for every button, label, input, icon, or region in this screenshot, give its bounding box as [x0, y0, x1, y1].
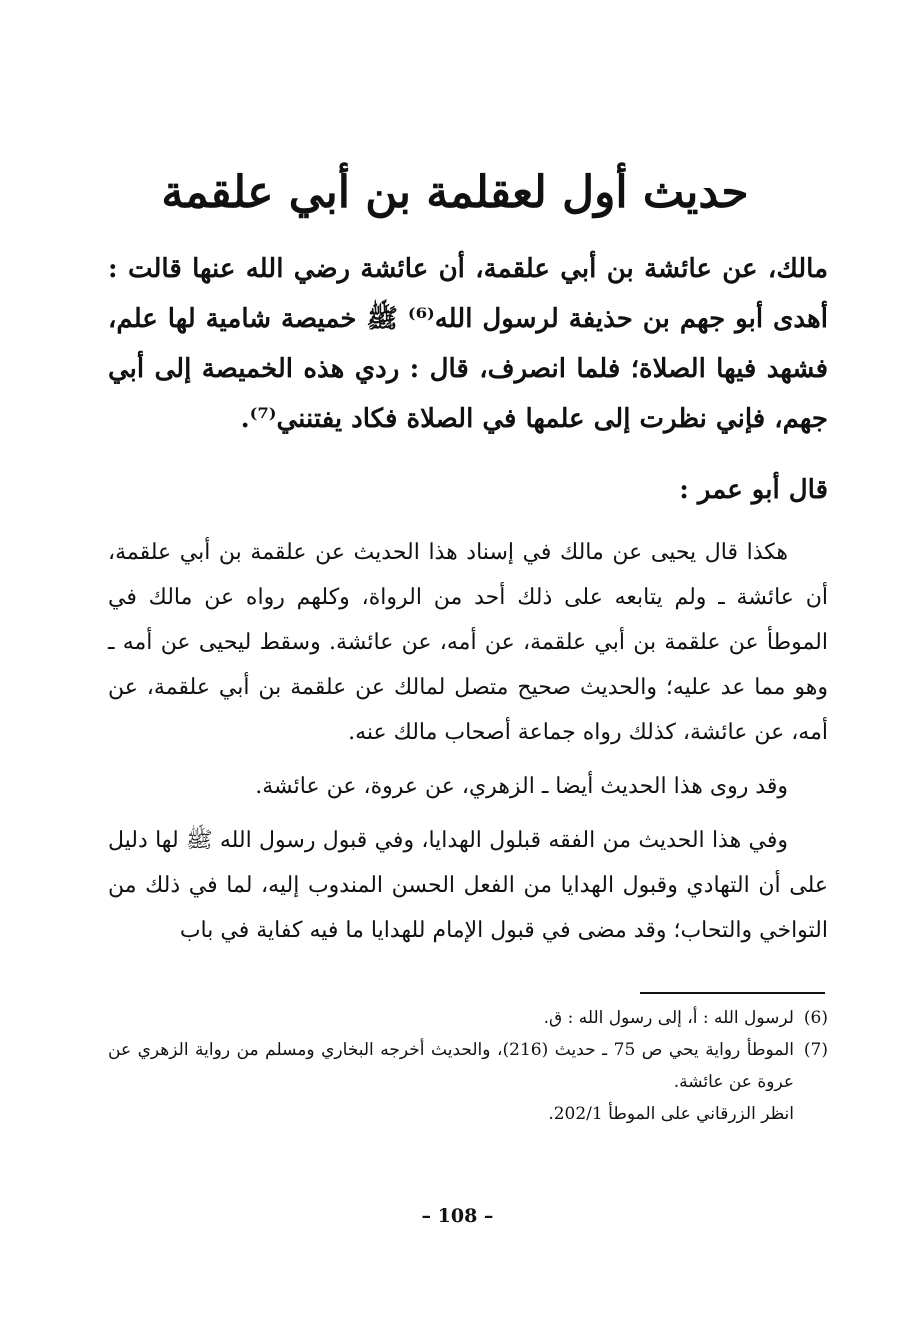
footnote-divider: [640, 992, 825, 994]
commentary-paragraph: وقد روى هذا الحديث أيضا ـ الزهري، عن عروة، عن عائشة.: [255, 774, 788, 799]
footnotes: [108, 1002, 828, 1130]
page-number: – 108 –: [421, 1205, 494, 1227]
footnote-number: (6): [803, 1008, 828, 1028]
speaker-heading: قال أبو عمر :: [679, 475, 828, 505]
hadith-text: مالك، عن عائشة بن أبي علقمة، أن عائشة رضي الله عنها قالت : أهدى أبو جهم بن حذيفة لرسول الله⁽⁶⁾ ﷺ خميصة شامية لها علم، فشهد فيها الصلاة؛ فلما انصرف، قال : ردي هذه الخميصة إلى أبي جهم، فإني نظرت إلى علمها في الصلاة فكاد يفتنني⁽⁷⁾.: [108, 254, 828, 434]
commentary: [108, 530, 828, 962]
commentary-paragraph: هكذا قال يحيى عن مالك في إسناد هذا الحديث عن علقمة بن أبي علقمة، أن عائشة ـ ولم يتابعه على ذلك أحد من الرواة، وكلهم رواه عن مالك في الموطأ عن علقمة بن أبي علقمة، عن أمه، عن عائشة. وسقط ليحيى عن أمه ـ وهو مما عد عليه؛ والحديث صحيح متصل لمالك عن علقمة بن أبي علقمة، عن أمه، عن عائشة، كذلك رواه جماعة أصحاب مالك عنه.: [108, 540, 828, 745]
commentary-paragraph: وفي هذا الحديث من الفقه قبلول الهدايا، وفي قبول رسول الله ﷺ لها دليل على أن التهادي وقبول الهدايا من الفعل الحسن المندوب إليه، لما في ذلك من التواخي والتحاب؛ وقد مضى في قبول الإمام للهدايا ما فيه كفاية في باب: [108, 828, 828, 943]
footnote-body: [108, 1034, 794, 1130]
footnote-7: [108, 1034, 828, 1130]
footnote-body: [108, 1002, 794, 1034]
footnote-line: الموطأ رواية يحي ص 75 ـ حديث (216)، والحديث أخرجه البخاري ومسلم من رواية الزهري عن عروة عن عائشة.: [108, 1040, 794, 1092]
page-title: حديث أول لعقلمة بن أبي علقمة: [161, 167, 749, 219]
footnote-6: [108, 1002, 828, 1034]
footnote-number: (7): [803, 1040, 828, 1060]
footnote-line: لرسول الله : أ، إلى رسول الله : ق.: [543, 1008, 794, 1028]
footnote-line: انظر الزرقاني على الموطأ 202/1.: [548, 1104, 794, 1124]
